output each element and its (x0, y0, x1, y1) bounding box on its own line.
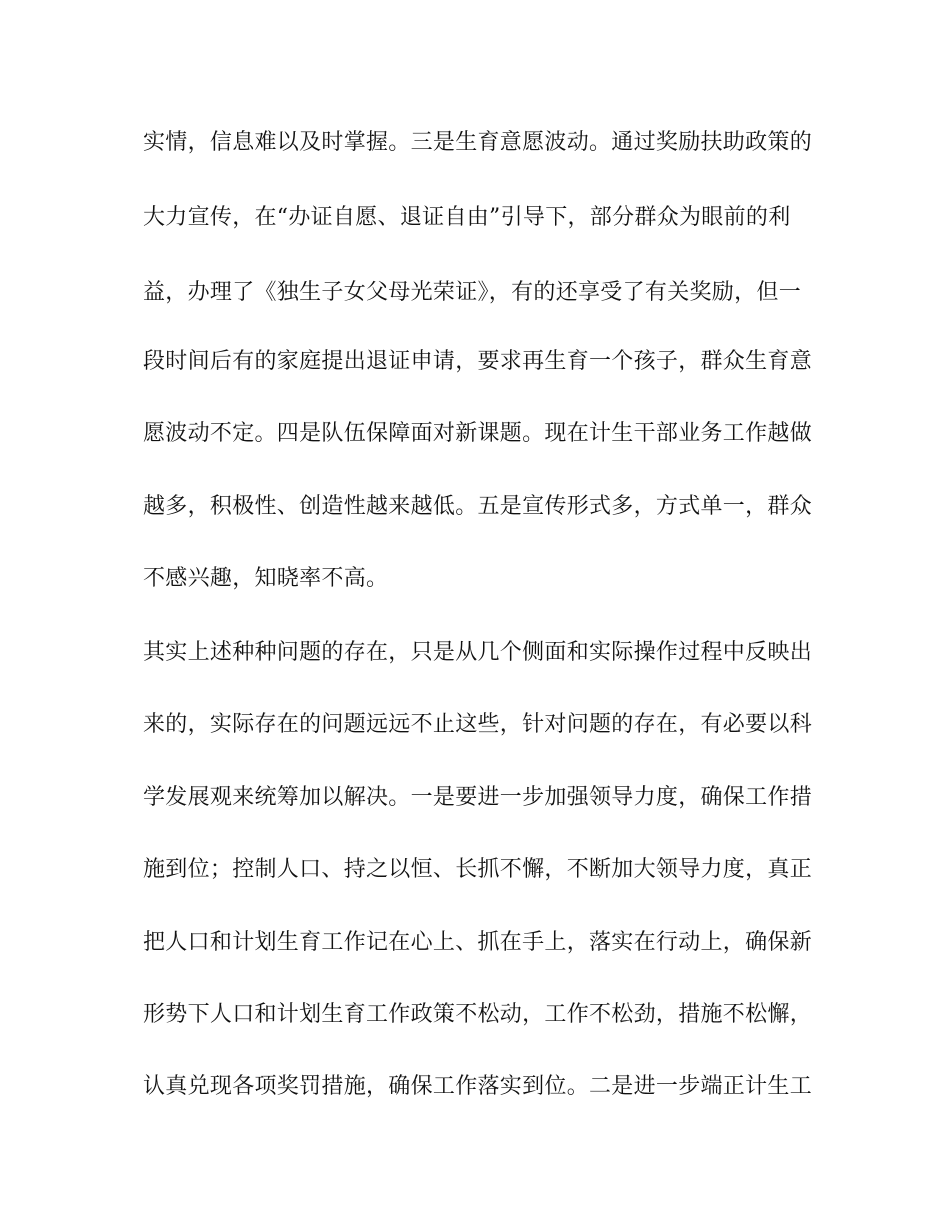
text-line: 愿波动不定。四是队伍保障面对新课题。现在计生干部业务工作越做 (143, 421, 813, 446)
text-line: 把人口和计划生育工作记在心上、抓在手上，落实在行动上，确保新 (143, 930, 813, 955)
text-line: 不感兴趣，知晓率不高。 (143, 566, 389, 591)
text-line: 来的，实际存在的问题远远不止这些，针对问题的存在，有必要以科 (143, 712, 813, 737)
text-line: 施到位；控制人口、持之以恒、长抓不懈，不断加大领导力度，真正 (143, 857, 813, 882)
text-line: 其实上述种种问题的存在，只是从几个侧面和实际操作过程中反映出 (143, 640, 813, 665)
text-line: 认真兑现各项奖罚措施，确保工作落实到位。二是进一步端正计生工 (143, 1074, 813, 1099)
text-line: 越多，积极性、创造性越来越低。五是宣传形式多，方式单一，群众 (143, 494, 813, 519)
text-line: 形势下人口和计划生育工作政策不松动，工作不松劲，措施不松懈， (143, 1002, 813, 1027)
text-line: 益，办理了《独生子女父母光荣证》，有的还享受了有关奖励，但一 (143, 280, 802, 305)
text-line: 学发展观来统筹加以解决。一是要进一步加强领导力度，确保工作措 (143, 785, 813, 810)
text-line: 段时间后有的家庭提出退证申请，要求再生育一个孩子，群众生育意 (143, 349, 813, 374)
text-line: 大力宣传，在“办证自愿、退证自由”引导下，部分群众为眼前的利 (143, 205, 791, 230)
text-line: 实情，信息难以及时掌握。三是生育意愿波动。通过奖励扶助政策的 (143, 130, 813, 155)
